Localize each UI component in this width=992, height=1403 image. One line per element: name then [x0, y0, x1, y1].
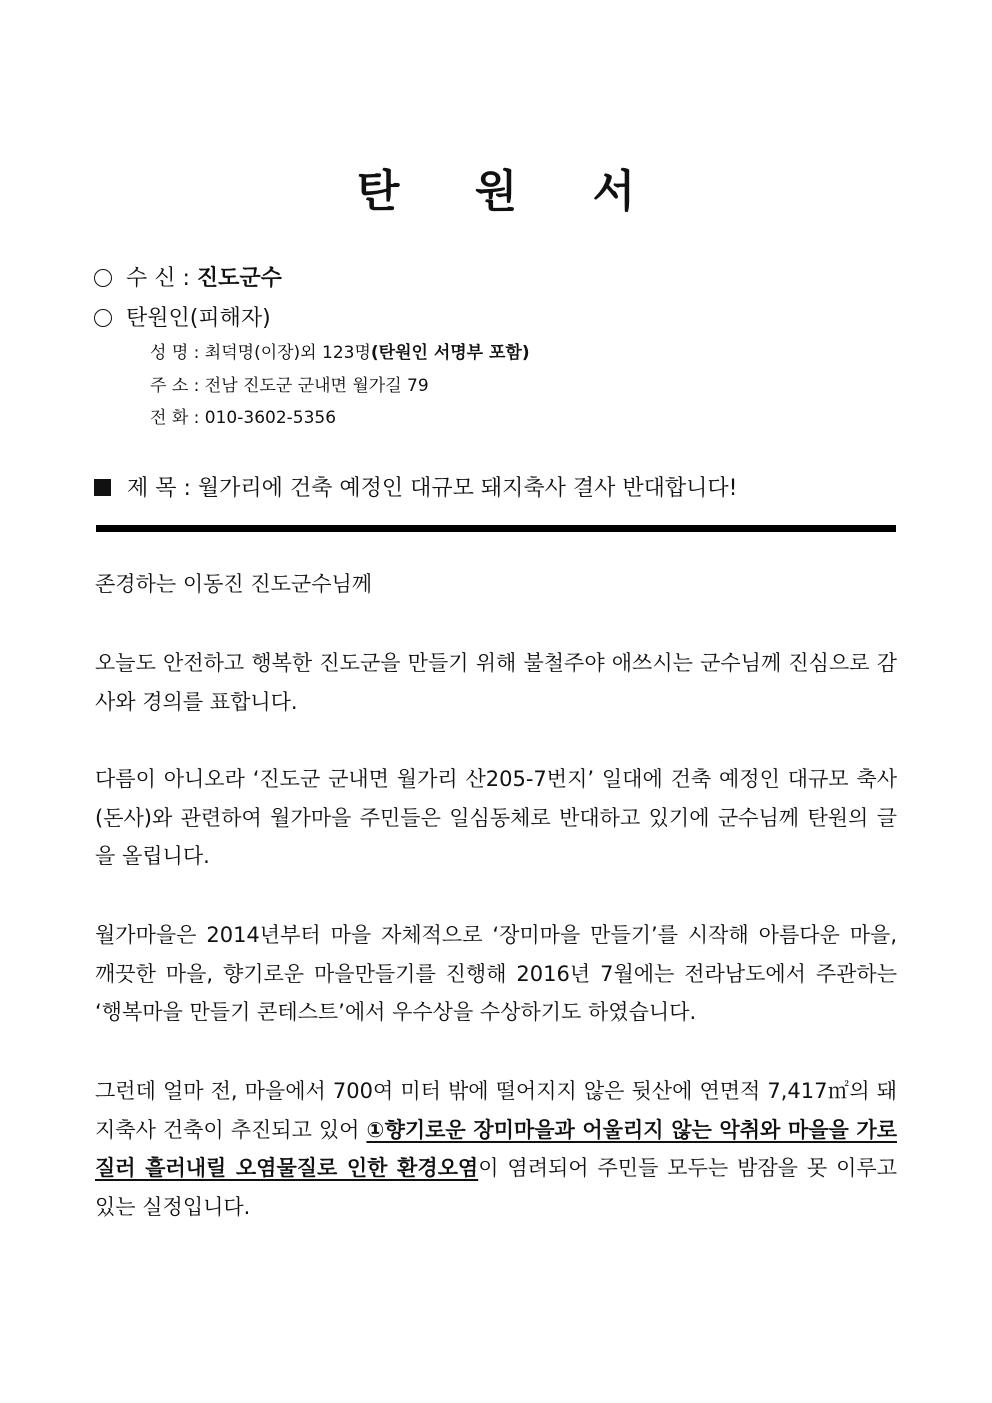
address-value: 전남 진도군 군내면 월가길 79 — [204, 376, 429, 396]
phone-label: 전 화 : — [150, 408, 200, 428]
recipient-value: 진도군수 — [196, 266, 282, 291]
paragraph-1: 오늘도 안전하고 행복한 진도군을 만들기 위해 불철주야 애쓰시는 군수님께 진심으로 감사와 경의를 표합니다. — [95, 651, 897, 714]
document-title: 탄 원 서 — [356, 166, 666, 217]
name-note: (탄원인 서명부 포함) — [370, 343, 530, 363]
phone-value: 010-3602-5356 — [204, 408, 337, 428]
phone-line — [150, 403, 336, 428]
square-bullet-icon — [94, 479, 111, 496]
address-line — [150, 371, 429, 396]
subject-line — [94, 471, 737, 502]
name-value: 최덕명(이장)외 123명 — [204, 343, 371, 363]
paragraph-2: 다름이 아니오라 ‘진도군 군내면 월가리 산205-7번지’ 일대에 건축 예정인 대규모 축사(돈사)와 관련하여 월가마을 주민들은 일심동체로 반대하고 있기에 군수님께 탄원의 글을 올립니다. — [95, 767, 897, 868]
address-label: 주 소 : — [150, 376, 200, 396]
petitioner-line — [94, 301, 271, 332]
petitioner-label: 탄원인(피해자) — [126, 306, 271, 331]
paragraph-4-start: 그런데 얼마 전, 마을에서 700여 미터 밖에 떨어지지 않은 뒷산에 연면적 7,417㎡의 돼지축사 건축이 추진되고 있어 — [95, 1079, 897, 1142]
paragraph-4 — [95, 1072, 897, 1226]
divider-rule — [96, 525, 896, 532]
subject-label: 제 목 : — [127, 476, 191, 501]
circle-bullet-icon — [94, 309, 112, 327]
recipient-line — [94, 261, 282, 292]
name-label: 성 명 : — [150, 343, 200, 363]
salutation: 존경하는 이동진 진도군수님께 — [95, 572, 373, 596]
circle-bullet-icon — [94, 269, 112, 287]
paragraph-4-end: 이 염려되어 주민들 모두는 밤잠을 못 이루고 있는 실정입니다. — [95, 1156, 897, 1219]
paragraph-4-emphasis: ①향기로운 장미마을과 어울리지 않는 악취와 마을을 가로질러 흘러내릴 오염물질로 인한 환경오염 — [95, 1117, 897, 1180]
subject-value: 월가리에 건축 예정인 대규모 돼지축사 결사 반대합니다! — [197, 476, 738, 501]
name-line — [150, 338, 530, 363]
recipient-label: 수 신 : — [126, 266, 190, 291]
paragraph-3: 월가마을은 2014년부터 마을 자체적으로 ‘장미마을 만들기’를 시작해 아름다운 마을, 깨끗한 마을, 향기로운 마을만들기를 진행해 2016년 7월에는 전라남도에서 주관하는 ‘행복마을 만들기 콘테스트’에서 우수상을 수상하기도 하였습니다. — [95, 923, 898, 1024]
